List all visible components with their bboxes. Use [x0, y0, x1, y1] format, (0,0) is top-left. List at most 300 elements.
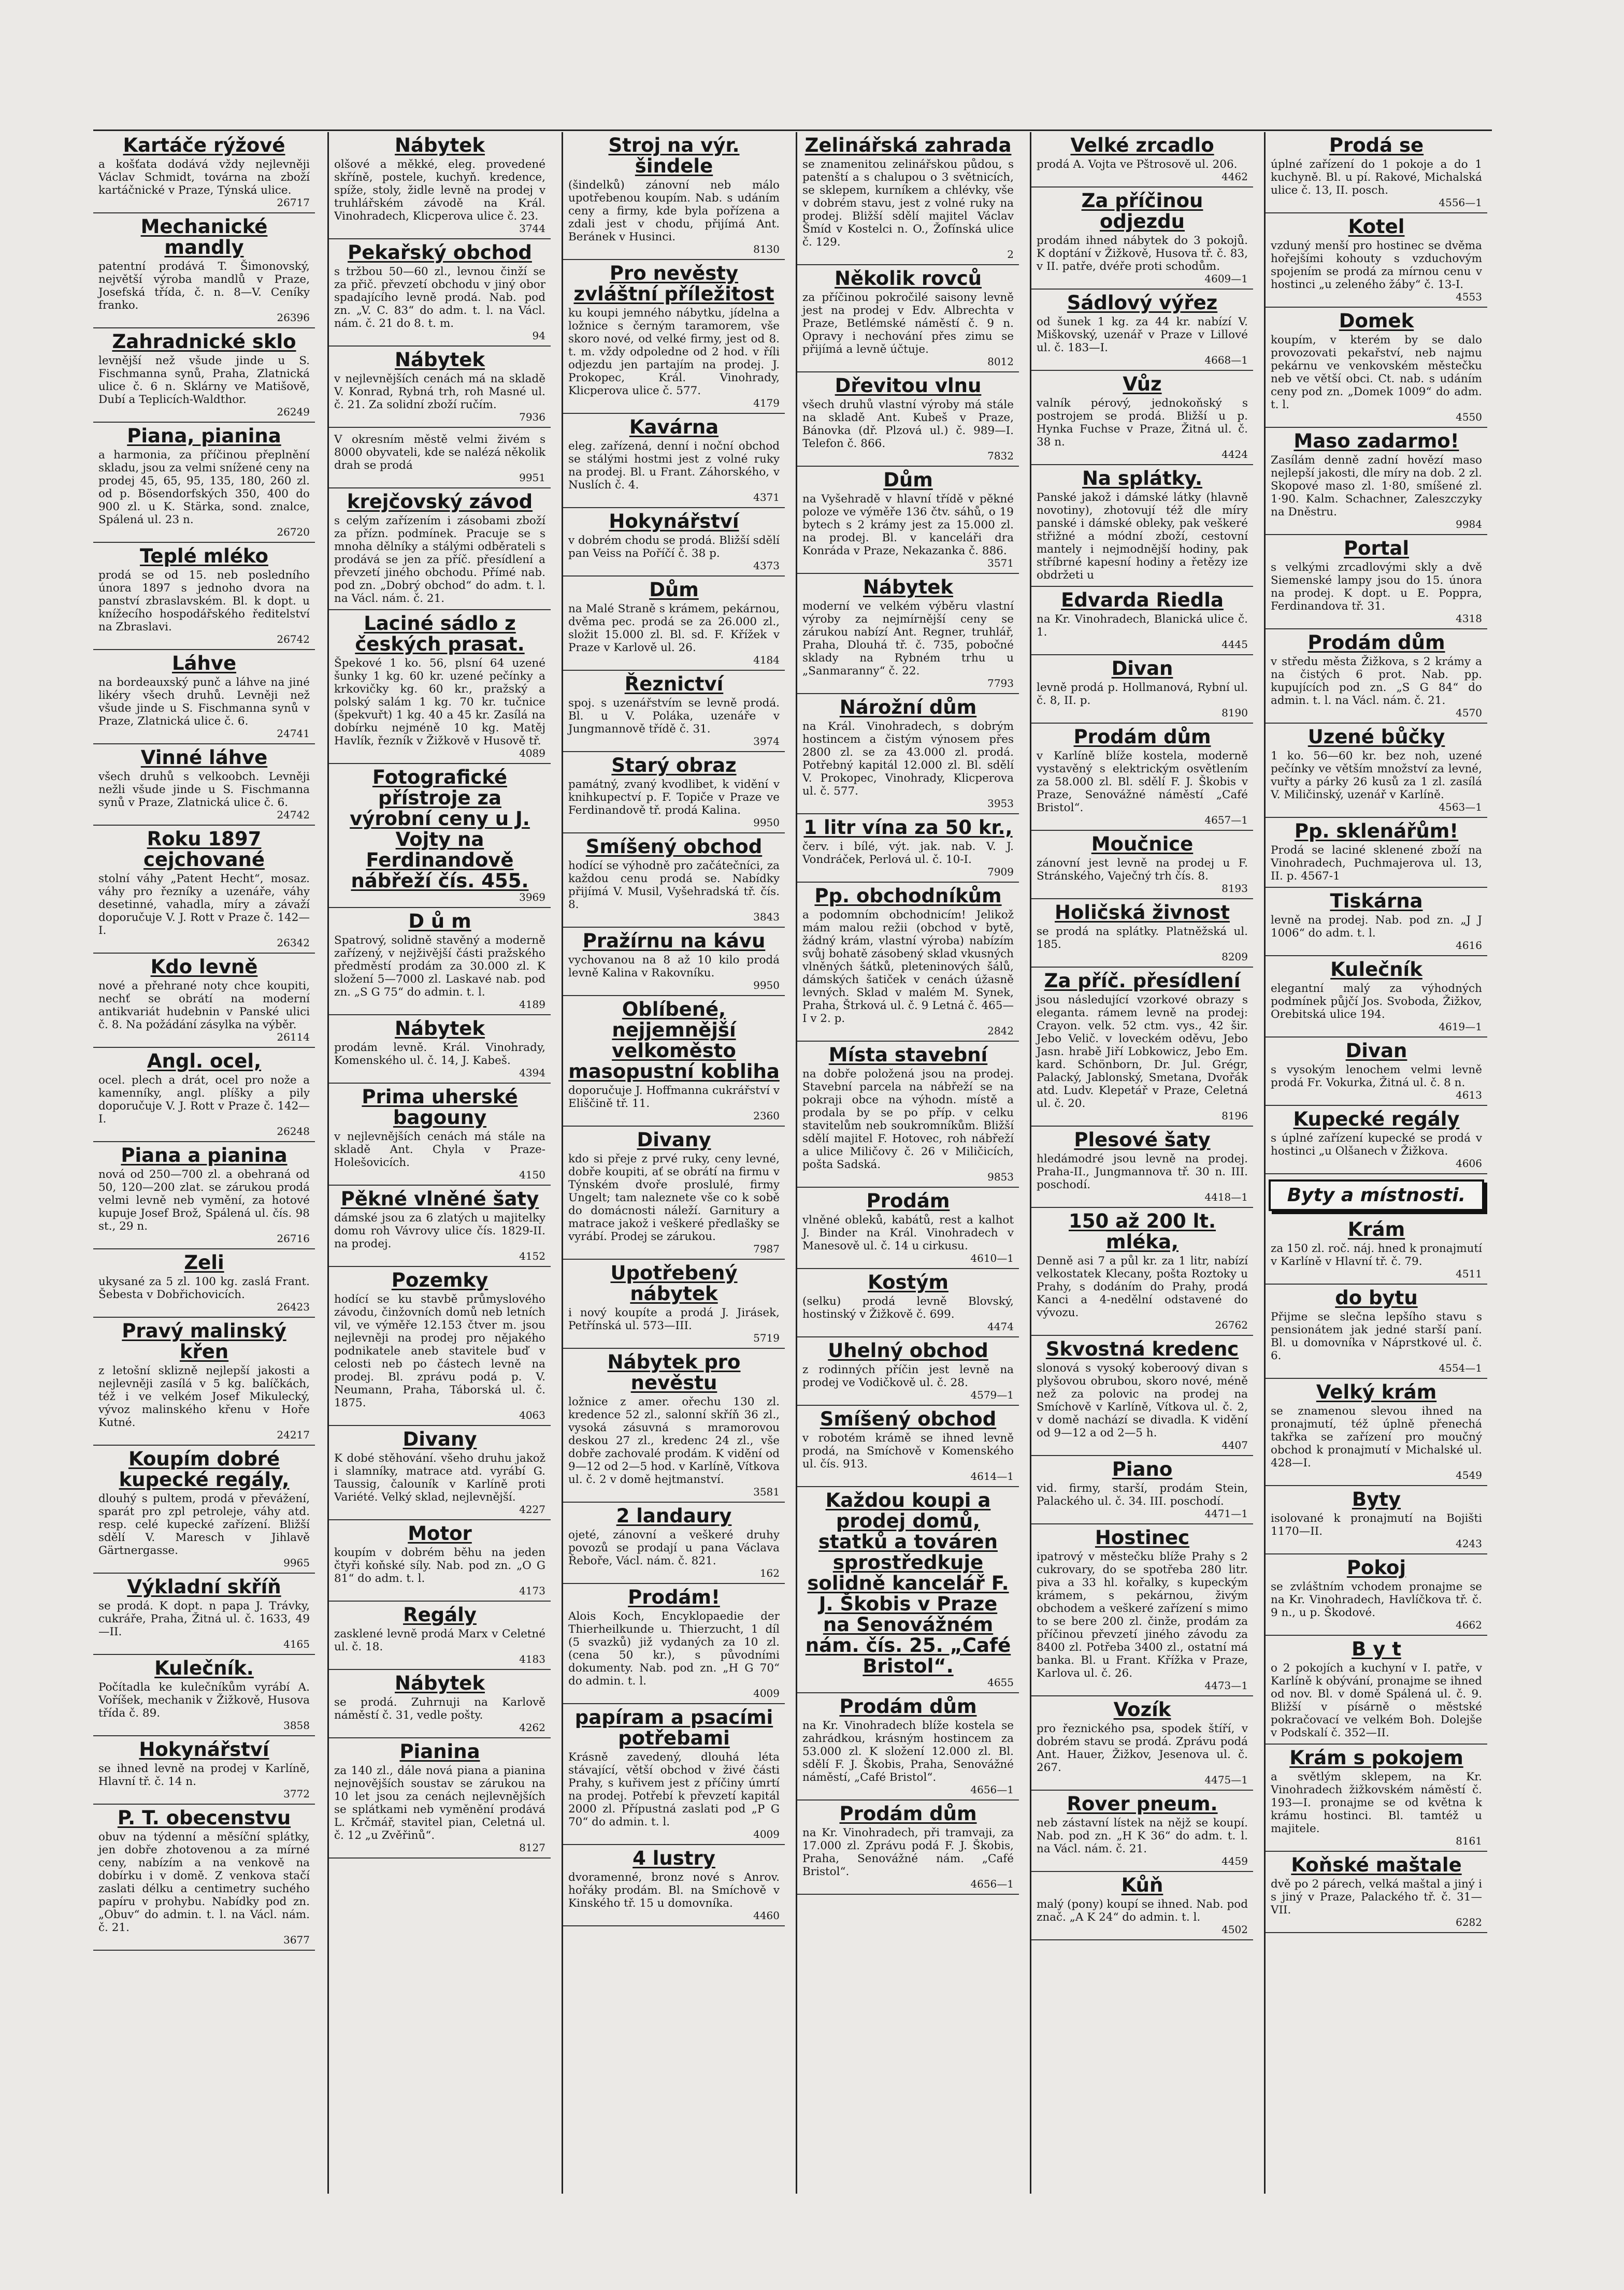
classified-ad: [93, 826, 315, 954]
ad-number: 4009: [753, 1687, 780, 1700]
classified-ad: [563, 833, 785, 928]
ad-heading: Laciné sádlo z českých prasat.: [355, 612, 525, 655]
ad-body: levně na prodej. Nab. pod zn. „J J 1006“ do adm. t. l.: [1271, 914, 1482, 940]
ad-heading: Láhve: [171, 652, 237, 674]
ad-heading: Hostinec: [1095, 1526, 1190, 1549]
ad-heading: Plesové šaty: [1074, 1129, 1211, 1151]
ad-number: 8130: [753, 243, 780, 255]
ad-heading: Holičská živnost: [1055, 901, 1230, 924]
ad-body: prodá A. Vojta ve Pštrosově ul. 206.: [1037, 158, 1238, 171]
classified-ad: [329, 1738, 551, 1859]
ad-body: koupím v dobrém běhu na jeden čtyři koňské síly. Nab. pod zn. „O G 81“ do adm. t. l.: [334, 1546, 545, 1585]
ad-number: 4418—1: [1204, 1191, 1248, 1203]
ad-heading: Dřevitou vlnu: [835, 375, 982, 397]
ad-number: 4656—1: [970, 1878, 1014, 1890]
ad-body: za příčinou pokročilé saisony levně jest na prodej v Edv. Albrechta v Praze, Betlémské náměstí č. 9 n. Opravy i nechování přes zimu se přijímá a levně účtuje.: [802, 291, 1014, 356]
ad-body: Prodá se laciné sklenené zboží na Vinohradech, Puchmajerova ul. 13, II. p. 4567-1: [1271, 844, 1482, 883]
ad-heading: 150 až 200 lt. mléka,: [1068, 1210, 1216, 1253]
ad-body: červ. i bílé, výt. jak. nab. V. J. Vondráček, Perlová ul. č. 10-I.: [802, 840, 1014, 866]
ad-heading: Stroj na výr. šindele: [608, 134, 740, 177]
ad-heading: Uhelný obchod: [828, 1340, 988, 1362]
ad-body: ojeté, zánovní a veškeré druhy povozů se prodají u pana Václava Řeboře, Václ. nám. č. 821.: [568, 1529, 780, 1567]
ad-body: s celým zařízením i zásobami zboží za přízn. podmínek. Pracuje se s mnoha dělníky a stálými odběrateli s prodává se jen za příč. přesídlení a převzetí jiného obchodu. Přímé nab. pod zn. „Dobrý obchod“ do adm. t. l. na Václ. nám. č. 21.: [334, 514, 545, 605]
ad-number: 9853: [987, 1171, 1014, 1183]
ad-number: 2: [1007, 248, 1014, 261]
ad-number: 5719: [753, 1332, 780, 1344]
ad-heading: Za příčinou odjezdu: [1081, 190, 1203, 233]
ad-heading: Místa stavební: [828, 1044, 988, 1066]
ad-number: 4459: [1221, 1855, 1248, 1867]
ad-heading: Prima uherské bagouny: [362, 1086, 518, 1129]
ad-number: 4656—1: [970, 1783, 1014, 1796]
ad-heading: Divan: [1111, 657, 1173, 680]
ad-number: 4150: [519, 1169, 545, 1181]
ad-number: 4394: [519, 1067, 545, 1079]
classified-ad: [93, 1446, 315, 1574]
classified-ad: [1266, 535, 1487, 629]
ad-heading: Regály: [403, 1604, 477, 1626]
ad-body: od šunek 1 kg. za 44 kr. nabízí V. Miškovský, uzenář v Praze v Lillové ul. č. 183—I.: [1037, 315, 1248, 354]
ad-heading: Kostým: [868, 1271, 948, 1293]
ad-body: levnější než všude jinde u S. Fischmanna synů, Praha, Zlatnická ulice č. 6 n. Sklárny ve Matišově, Dubí a Teplicích-Waldthor.: [98, 354, 310, 406]
ad-number: 3974: [753, 735, 780, 747]
classified-ad: [1266, 1106, 1487, 1174]
classified-ad: [93, 423, 315, 543]
classified-ad: [1266, 1852, 1487, 1933]
ad-heading: Prodám dům: [839, 1695, 977, 1718]
ad-heading: krejčovský závod: [347, 491, 533, 513]
ad-number: 7793: [987, 677, 1014, 689]
classified-ad: [1031, 587, 1253, 655]
classified-ad: [329, 610, 551, 764]
ad-heading: Na splátky.: [1082, 467, 1203, 489]
ad-number: 4474: [987, 1320, 1014, 1333]
ad-heading: Pekařský obchod: [348, 241, 532, 264]
classified-ad: [93, 1805, 315, 1951]
ad-number: 7832: [987, 450, 1014, 462]
ad-heading: Zeli: [184, 1251, 224, 1274]
classified-ad: [1266, 1745, 1487, 1852]
column-4: [796, 132, 1019, 2194]
ad-number: 4668—1: [1204, 354, 1248, 366]
classified-ad: [797, 265, 1019, 372]
classified-ad: [797, 1406, 1019, 1487]
ad-body: Alois Koch, Encyklopaedie der Thierheilkunde u. Thierzucht, 1 díl (5 svazků) již vydaných za 10 zl. (cena 50 kr.), s původními dokumenty. Nab. pod zn. „H G 70“ do admin. t. l.: [568, 1610, 780, 1688]
classified-ad: [563, 671, 785, 752]
classified-ad: [563, 1127, 785, 1260]
ad-heading: Koupím dobré kupecké regály,: [119, 1448, 290, 1491]
ad-body: dvoramenné, bronz nové s Anrov. hořáky prodám. Bl. na Smíchově v Kinského tř. 15 u domovníka.: [568, 1871, 780, 1910]
ad-body: s velkými zrcadlovými skly a dvě Siemenské lampy jsou do 15. února na prodej. K dopt. u E. Poppra, Ferdinandova tř. 31.: [1271, 561, 1482, 613]
ad-number: 4445: [1221, 638, 1248, 651]
classified-ad: [1031, 1336, 1253, 1456]
ad-heading: Pp. sklenářům!: [1294, 820, 1459, 842]
ad-body: se prodá. Zuhrnuji na Karlově náměstí č. 31, vedle pošty.: [334, 1696, 545, 1722]
ad-heading: D ů m: [408, 910, 471, 932]
ad-heading: Kavárna: [629, 416, 719, 438]
ad-number: 4550: [1456, 411, 1482, 423]
classified-ad: [329, 1186, 551, 1267]
classified-ad: [93, 328, 315, 423]
ad-body: kdo si přeje z prvé ruky, ceny levné, dobře koupiti, ať se obrátí na firmu v Týnském dvoře proslulé, firmy Ungelt; tam naleznete vše co k sobě do domácnosti náleží. Garnitury a matrace jakož i veškeré předlašky se vyrábí. Prodej se zárukou.: [568, 1153, 780, 1243]
classified-ad: [563, 1260, 785, 1349]
ad-number: 4165: [283, 1638, 310, 1650]
ad-heading: Zahradnické sklo: [112, 330, 296, 353]
classified-ad: [1266, 1285, 1487, 1379]
ad-number: 4063: [519, 1409, 545, 1421]
ad-number: 26742: [277, 633, 310, 645]
ad-heading: Sádlový výřez: [1067, 292, 1218, 314]
ad-number: 2360: [753, 1110, 780, 1122]
classified-ad: [93, 1655, 315, 1736]
ad-body: K dobé stěhování. všeho druhu jakož i slamníky, matrace atd. vyrábí G. Taussig, čalouník v Karlíně proti Variété. Velký sklad, nejlevnější.: [334, 1452, 545, 1504]
classified-ad: [1031, 290, 1253, 371]
ad-number: 8193: [1221, 882, 1248, 895]
ad-number: 26423: [277, 1301, 310, 1313]
ad-number: 4471—1: [1204, 1507, 1248, 1520]
classified-ad: [329, 239, 551, 347]
classified-ad: [1266, 1636, 1487, 1745]
ad-heading: Skvostná kredenc: [1045, 1338, 1239, 1360]
classified-ad: [1266, 1554, 1487, 1636]
ad-number: 3858: [283, 1719, 310, 1732]
ad-number: 4173: [519, 1585, 545, 1597]
ad-body: se znamenou slevou ihned na pronajmutí, též úplně přenechá takřka se zařízení pro moučný obchod k pronajmutí v Michalské ul. 428—I.: [1271, 1405, 1482, 1470]
ad-body: ku koupi jemného nábytku, jídelna a ložnice s černým taramorem, vše skoro nové, od velké firmy, jest od 8. t. m. vždy odpoledne od 2 hod. v říli odjezdu jen partajím na prodej. J. Prokopec, Král. Vinohrady, Klicperova ulice č. 577.: [568, 307, 780, 397]
ad-number: 4563—1: [1439, 801, 1482, 813]
ad-body: v dobrém chodu se prodá. Bližší sdělí pan Veiss na Poříčí č. 38 p.: [568, 534, 780, 560]
ad-number: 7909: [987, 866, 1014, 878]
ad-body: V okresním městě velmi živém s 8000 obyvateli, kde se nalézá několik drah se prodá: [334, 433, 545, 472]
ad-number: 4570: [1456, 707, 1482, 719]
classified-ad: [563, 414, 785, 508]
ad-number: 4554—1: [1439, 1362, 1482, 1374]
classified-ad: [93, 650, 315, 744]
ad-body: zánovní jest levně na prodej u F. Stránského, Vaječný trh čís. 8.: [1037, 857, 1248, 883]
classified-ad: [1031, 968, 1253, 1127]
ad-number: 8190: [1221, 707, 1248, 719]
ad-heading: Maso zadarmo!: [1294, 430, 1459, 452]
classified-ad: [1031, 1127, 1253, 1208]
ad-body: stolní váhy „Patent Hecht“, mosaz. váhy pro řezníky a uzenáře, váhy desetinné, vahadla, míry a závaží doporučuje V. J. Rott v Praze č. 142—I.: [98, 872, 310, 937]
ad-heading: Vůz: [1123, 373, 1162, 395]
ad-heading: Mechanické mandly: [140, 215, 268, 258]
ad-heading: Motor: [408, 1522, 472, 1545]
ad-heading: Za příč. přesídlení: [1044, 970, 1241, 992]
classified-ad: [1266, 818, 1487, 888]
ad-heading: Velké zrcadlo: [1070, 134, 1214, 156]
ad-number: 9984: [1456, 518, 1482, 530]
classified-ad: [563, 260, 785, 414]
ad-heading: P. T. obecenstvu: [117, 1807, 291, 1829]
classified-ad: [563, 577, 785, 671]
ad-heading: Hokynářství: [139, 1738, 269, 1761]
ad-heading: Prodám!: [628, 1586, 720, 1608]
ad-body: prodá se od 15. neb posledního února 1897 s jednoho dvora na panství zbraslavském. Bl. k dopt. u knížecího hospodářského ředitelství na Zbraslavi.: [98, 569, 310, 633]
ad-body: patentní prodává T. Šimonovský, největší výroba mandlů v Praze, Josefská třída, č. n. 8—V. Ceníky franko.: [98, 260, 310, 312]
ad-body: vid. firmy, starší, prodám Stein, Palackého ul. č. 34. III. poschodí.: [1037, 1482, 1248, 1508]
ad-heading: Byty: [1352, 1488, 1401, 1510]
ad-heading: Pěkné vlněné šaty: [340, 1188, 539, 1210]
classified-ad: [797, 467, 1019, 574]
ad-number: 4407: [1221, 1439, 1248, 1451]
ad-body: pro řeznického psa, spodek štíří, v dobrém stavu se prodá. Zprávu podá Ant. Hauer, Žižkov, Jesenova ul. č. 267.: [1037, 1722, 1248, 1774]
classified-ad: [93, 1249, 315, 1318]
ad-number: 4606: [1456, 1157, 1482, 1170]
ad-body: a harmonia, za příčinou přeplnění skladu, jsou za velmi snížené ceny na prodej 45, 65, 95, 135, 180, 260 zl. od p. Bösendorfských 350, 400 do 900 zl. u K. Stärka, sond. znalce, Spálená ul. 23 n.: [98, 449, 310, 526]
ad-heading: Kotel: [1348, 215, 1405, 238]
classified-ad: [329, 428, 551, 488]
ad-number: 7987: [753, 1243, 780, 1255]
ad-number: 9950: [753, 816, 780, 829]
ad-number: 26114: [277, 1031, 310, 1043]
ad-number: 9950: [753, 979, 780, 991]
ad-heading: Nábytek: [395, 134, 485, 156]
ad-body: obuv na týdenní a měsíční splátky, jen dobře zhotovenou a za mírné ceny, nabízím a na venkově na dobírku i v domě. Z venkova stačí zaslati délku a centimetry suchého papíru v prohybu. Nabídky pod zn. „Obuv“ do admin. t. l. na Václ. nám. č. 21.: [98, 1831, 310, 1934]
ad-heading: Výkladní skříň: [127, 1576, 281, 1598]
classified-ad: [329, 1520, 551, 1602]
ad-body: v nejlevnějších cenách má na skladě V. Konrad, Rybná trh, roh Masné ul. č. 21. Za solidní zboží ručím.: [334, 372, 545, 411]
ad-heading: Krám: [1347, 1218, 1405, 1241]
ad-body: zasklené levně prodá Marx v Celetné ul. č. 18.: [334, 1628, 545, 1653]
classified-ad: [1031, 831, 1253, 899]
ad-body: nové a přehrané noty chce koupiti, nechť se obrátí na moderní antikvariát hudebnin v Panské ulici č. 8. Na požádání zásylka na výběr.: [98, 980, 310, 1031]
classified-ad: [93, 543, 315, 650]
classified-ad: [563, 1584, 785, 1704]
ad-heading: Kartáče rýžové: [123, 134, 285, 156]
classified-ad: [329, 764, 551, 908]
ad-body: všech druhů vlastní výroby má stále na skladě Ant. Kubeš v Praze, Bánovka (dř. Plzová ul.) č. 989—I. Telefon č. 866.: [802, 398, 1014, 450]
ad-number: 8127: [519, 1841, 545, 1854]
ad-heading: Prodám dům: [1307, 631, 1445, 654]
ad-body: Počítadla ke kulečníkům vyrábí A. Voříšek, mechanik v Žižkově, Husova třída č. 89.: [98, 1681, 310, 1720]
ad-number: 4227: [519, 1503, 545, 1516]
ad-number: 4614—1: [970, 1470, 1014, 1482]
ad-heading: Kulečník: [1330, 958, 1422, 981]
ad-number: 162: [759, 1567, 780, 1579]
classified-ad: [1031, 1791, 1253, 1872]
ad-number: 4462: [1221, 170, 1248, 183]
ad-body: nová od 250—700 zl. a obehraná od 50, 120—200 zlat. se zárukou prodá velmi levně neb vymění, za hotové kupuje Josef Brož, Spálená ul. čís. 98 st., 29 n.: [98, 1168, 310, 1233]
classified-ad: [797, 132, 1019, 265]
ad-number: 4371: [753, 491, 780, 503]
classified-ad: [1031, 724, 1253, 831]
ad-heading: Prodám: [866, 1190, 950, 1212]
ad-heading: Nárožní dům: [839, 696, 977, 718]
ad-body: prodám ihned nábytek do 3 pokojů. K doptání v Žižkově, Husova tř. č. 83, v II. patře, dvéře proti schodům.: [1037, 234, 1248, 273]
ad-number: 4183: [519, 1653, 545, 1665]
classified-ad: [797, 574, 1019, 694]
ad-number: 4655: [987, 1676, 1014, 1689]
classified-ad: [797, 694, 1019, 814]
ad-body: se znamenitou zelinářskou půdou, s patenští a s chalupou o 3 světnicích, se sklepem, kurníkem a chlévky, vše v dobrém stavu, jest z volné ruky na prodej. Bližší sdělí majitel Václav Šmíd v Kostelci n. O., Žofínská ulice č. 129.: [802, 158, 1014, 249]
ad-number: 26249: [277, 406, 310, 418]
classified-ad: [93, 213, 315, 328]
ad-body: a podomním obchodnicím! Jelikož mám malou režii (obchod v bytě, žádný krám, vlastní výroba) nabízím svůj bohatě zásobený sklad vkusných vlněných šátků, pleteninových šálů, dámských šatiček v cenách úžasně levných. Sklad v malém M. Synek, Praha, Štrková ul. č. 9 Letná č. 465—I v 2. p.: [802, 909, 1014, 1025]
ad-body: Krásně zavedený, dlouhá léta stávající, větší obchod v živé části Prahy, s kuřivem jest z příčiny úmrtí na prodej. Potřebí k převzetí kapitál 2000 zl. Přípustná zaslati pod „P G 70“ do admin. t. l.: [568, 1751, 780, 1828]
classified-ad: [329, 908, 551, 1015]
ad-heading: Kdo levně: [150, 956, 258, 978]
classified-ad: [1031, 371, 1253, 465]
ad-heading: Dům: [649, 579, 699, 601]
ad-body: se prodá na splátky. Platněžská ul. 185.: [1037, 925, 1248, 951]
classified-ad: [1031, 1524, 1253, 1696]
ad-body: na Kr. Vinohradech, při tramvaji, za 17.000 zl. Zprávu podá F. J. Škobis, Praha, Senovážné nám. „Café Bristol“.: [802, 1826, 1014, 1878]
ad-number: 3843: [753, 911, 780, 923]
ad-number: 3581: [753, 1486, 780, 1498]
ad-heading: Divan: [1345, 1040, 1407, 1062]
ad-body: slonová s vysoký koberoový divan s plyšovou obrubou, skoro nové, méně než za polovic na prodej na Smíchově v Karlíně, Vítkova ul. č. 2, v domě nachází se divadla. K vidění od 9—12 a od 2—5 h.: [1037, 1362, 1248, 1439]
classified-ad: [329, 1267, 551, 1426]
ad-heading: papíram a psacími potřebami: [574, 1706, 773, 1749]
ad-heading: Koňské maštale: [1291, 1854, 1462, 1876]
ad-body: elegantní malý za výhodných podmínek půjčí Jos. Svoboda, Žižkov, Orebitská ulice 194.: [1271, 982, 1482, 1021]
classified-ad: [1266, 1379, 1487, 1486]
ad-body: z rodinných příčin jest levně na prodej ve Vodičkově ul. č. 28.: [802, 1363, 1014, 1389]
classified-ad: [797, 814, 1019, 883]
classified-ad: [797, 372, 1019, 467]
ad-body: Přijme se slečna lepšího stavu s pensionátem jak jedné starší paní. Bl. u domovníka v Náprstkové ul. č. 6.: [1271, 1310, 1482, 1362]
ad-number: 4511: [1456, 1268, 1482, 1280]
ad-body: se ihned levně na prodej v Karlíně, Hlavní tř. č. 14 n.: [98, 1762, 310, 1788]
classified-ad: [93, 1318, 315, 1446]
ad-heading: Portal: [1343, 537, 1410, 559]
newspaper-page: [93, 132, 1492, 2194]
ad-heading: Pozemky: [391, 1269, 488, 1291]
ad-heading: Angl. ocel,: [147, 1050, 262, 1072]
ad-heading: Upotřebený nábytek: [610, 1262, 738, 1305]
ad-number: 8161: [1456, 1835, 1482, 1847]
classified-ad: [1266, 1486, 1487, 1554]
classified-ad: [93, 1142, 315, 1249]
ad-heading: Hokynářství: [609, 510, 739, 532]
classified-ad: [1266, 132, 1487, 213]
ad-body: Denně asi 7 a půl kr. za 1 litr, nabízí velkostatek Klecany, pošta Roztoky u Prahy, s dodáním do Prahy, prodá Kanci a 4-nedělní odstavené do vývozu.: [1037, 1255, 1248, 1319]
ad-body: z letošní sklizně nejlepší jakosti a nejlevněji zasílá v 5 kg. balíčkách, též i ve velkém Josef Mikulecký, vývoz malinského křenu v Hoře Kutné.: [98, 1364, 310, 1429]
ad-number: 3571: [987, 557, 1014, 569]
classified-ad: [329, 347, 551, 428]
ad-heading: Prodám dům: [1073, 726, 1211, 748]
ad-heading: Prodá se: [1329, 134, 1424, 156]
ad-heading: Starý obraz: [611, 754, 737, 776]
classified-ad: [1031, 132, 1253, 188]
classified-ad: [93, 954, 315, 1048]
classified-ad: [93, 1736, 315, 1805]
ad-body: dvě po 2 párech, velká maštal a jiný i s jiný v Praze, Palackého tř. č. 31—VII.: [1271, 1878, 1482, 1917]
classified-ad: [797, 1801, 1019, 1895]
classified-ad: [329, 1084, 551, 1186]
ad-number: 4619—1: [1439, 1020, 1482, 1033]
ad-heading: Piano: [1112, 1458, 1173, 1480]
classified-ad: [93, 132, 315, 213]
ad-number: 6282: [1456, 1916, 1482, 1928]
classified-ad: [1031, 1872, 1253, 1940]
classified-ad: [329, 488, 551, 610]
classified-ad: [1266, 428, 1487, 535]
classified-ad: [797, 1188, 1019, 1269]
ad-number: 26720: [277, 526, 310, 538]
ad-body: na Malé Straně s krámem, pekárnou, dvěma pec. prodá se za 26.000 zl., složit 15.000 zl. Bl. sd. F. Křížek v Praze v Karlově ul. 26.: [568, 602, 780, 654]
classified-ad: [563, 1503, 785, 1584]
ad-heading: Tiskárna: [1330, 890, 1423, 912]
ad-heading: Každou koupi a prodej domů, statků a továren sprostředkuje solidně kancelář F. J. Škobis v Praze na Senovážném nám. čís. 25. „Café Bristol“.: [805, 1489, 1011, 1677]
ad-number: 24741: [277, 727, 310, 740]
ad-number: 4184: [753, 654, 780, 666]
ad-body: a košťata dodává vždy nejlevněji Václav Schmidt, továrna na zboží kartáčnické v Praze, Týnská ulice.: [98, 158, 310, 197]
ad-number: 4373: [753, 559, 780, 572]
classified-ad: [1266, 308, 1487, 428]
ad-body: s tržbou 50—60 zl., levnou činží se za přič. převzetí obchodu v jiný obor spadajícího levně prodá. Nab. pod zn. „V. C. 83“ do adm. t. l. na Václ. nám. č. 21 do 8. t. m.: [334, 265, 545, 330]
ad-body: na Král. Vinohradech, s dobrým hostincem a čistým výnosem přes 2800 zl. se za 43.000 zl. prodá. Potřebný kapitál 12.000 zl. Bl. sdělí V. Prokopec, Vinohrady, Klicperova ul. č. 577.: [802, 720, 1014, 798]
classified-ad: [1031, 1456, 1253, 1524]
ad-number: 4613: [1456, 1089, 1482, 1101]
classified-ad: [1266, 213, 1487, 308]
section-heading: Byty a místnosti.: [1269, 1179, 1484, 1211]
ad-body: v středu města Žižkova, s 2 krámy a na čistých 6 prot. Nab. pp. kupujících pod zn. „S G 84“ do admin. t. l. na Václ. nám. č. 21.: [1271, 655, 1482, 707]
ad-number: 4152: [519, 1250, 545, 1262]
ad-heading: Několik rovců: [834, 267, 982, 290]
ad-number: 4502: [1221, 1923, 1248, 1936]
ad-number: 26717: [277, 196, 310, 209]
ad-body: isolované k pronajmutí na Bojišti 1170—II.: [1271, 1512, 1482, 1538]
ad-body: i nový koupíte a prodá J. Jirásek, Petřínská ul. 573—III.: [568, 1306, 780, 1332]
ad-heading: Pravý malinský křen: [122, 1320, 286, 1363]
ad-heading: Dům: [883, 469, 933, 491]
ad-number: 9951: [519, 471, 545, 484]
ad-body: úplné zařízení do 1 pokoje a do 1 kuchyně. Bl. u pí. Rakové, Michalská ulice č. 13, II. posch.: [1271, 158, 1482, 197]
ad-heading: Vozík: [1113, 1698, 1171, 1721]
classified-ad: [797, 1487, 1019, 1693]
ad-heading: Kůň: [1121, 1874, 1163, 1896]
ad-body: Zasílám denně zadní hovězí maso nejlepší jakosti, dle míry na dob. 2 zl. Skopové maso zl. 1·80, smíšené zl. 1·90. Kalm. Schachner, Zaleszczyky na Dněstru.: [1271, 454, 1482, 519]
ad-body: za 150 zl. roč. náj. hned k pronajmutí v Karlíně v Hlavní tř. č. 79.: [1271, 1242, 1482, 1268]
ad-number: 4009: [753, 1828, 780, 1840]
classified-ad: [1266, 956, 1487, 1038]
ad-heading: Piana, pianina: [127, 425, 281, 447]
ad-body: doporučuje J. Hoffmanna cukrářství v Eliščině tř. 11.: [568, 1084, 780, 1110]
ad-number: 4179: [753, 397, 780, 409]
classified-ad: [93, 744, 315, 826]
ad-body: prodám levně. Král. Vinohrady, Komenského ul. č. 14, J. Kabeš.: [334, 1041, 545, 1067]
ad-number: 4473—1: [1204, 1679, 1248, 1692]
ad-number: 26762: [1215, 1319, 1248, 1331]
classified-ad: [563, 996, 785, 1127]
ad-heading: do bytu: [1335, 1287, 1418, 1309]
ad-body: valník pérový, jednokoňský s postrojem se prodá. Bližší u p. Hynka Fuchse v Praze, Žitná ul. č. 38 n.: [1037, 397, 1248, 449]
ad-body: vychovanou na 8 až 10 kilo prodá levně Kalina v Rakovníku.: [568, 954, 780, 980]
ad-body: hodící se výhodně pro začátečníci, za každou cenu prodá se. Nabídky přijímá V. Musil, Vyšehradská tř. čís. 8.: [568, 859, 780, 911]
ad-body: olšové a měkké, eleg. provedené skříně, postele, kuchyň. kredence, spíže, stoly, židle levně na prodej v truhlářském závodě na Král. Vinohradech, Klicperova ulice č. 23.: [334, 158, 545, 223]
ad-heading: Edvarda Riedla: [1061, 589, 1224, 611]
ad-body: na Kr. Vinohradech blíže kostela se zahrádkou, krásným hostincem za 53.000 zl. K složení 12.000 zl. Bl. sdělí F. J. Škobis, Praha, Senovážné náměstí, „Café Bristol“.: [802, 1719, 1014, 1784]
ad-body: eleg. zařízená, denní i noční obchod se stálými hostmi jest z volné ruky na prodej. Bl. u Frant. Záhorského, v Nuslích č. 4.: [568, 440, 780, 492]
classified-ad: [1266, 629, 1487, 724]
ad-heading: Fotografické přístroje za výrobní ceny u J. Vojty na Ferdinandově nábřeží čís. 455.: [350, 766, 530, 892]
ad-number: 4609—1: [1204, 272, 1248, 285]
ad-body: za 140 zl., dále nová piana a pianina nejnovějších soustav se zárukou na 10 let jsou za cenách nejlevnějších se splátkami neb vyměnění prodává L. Krčmář, stavitel pian, Celetná ul. č. 12 „u Zvěřinů“.: [334, 1764, 545, 1842]
ad-heading: Nábytek: [863, 576, 953, 598]
ad-number: 8196: [1221, 1110, 1248, 1122]
ad-body: moderní ve velkém výběru vlastní výroby za nejmírnější ceny se zárukou nabízí Ant. Regner, truhlář, Praha, Dlouhá tř. č. 735, pobočné sklady na Rybném trhu u „Sanmaranny“ č. 22.: [802, 600, 1014, 678]
ad-heading: Roku 1897 cejchované: [143, 828, 265, 871]
ad-heading: Uzené bůčky: [1307, 726, 1445, 748]
column-1: [93, 132, 315, 2194]
ad-body: na Kr. Vinohradech, Blanická ulice č. 1.: [1037, 613, 1248, 639]
ad-body: Špekové 1 ko. 56, plsní 64 uzené šunky 1 kg. 60 kr. uzené pečínky a krkovičky kg. 60 kr., pražský a polský salám 1 kg. 70 kr. tučnice (špekvuřt) 1 kg. 40 a 45 kr. Zasílá na dobírku nejméně 10 kg. Matěj Havlík, řezník v Žižkově v Husově tř.: [334, 657, 545, 747]
ad-number: 7936: [519, 411, 545, 423]
column-3: [562, 132, 785, 2194]
ad-body: spoj. s uzenářstvím se levně prodá. Bl. u V. Poláka, uzenáře v Jungmannově třídě č. 31.: [568, 697, 780, 736]
